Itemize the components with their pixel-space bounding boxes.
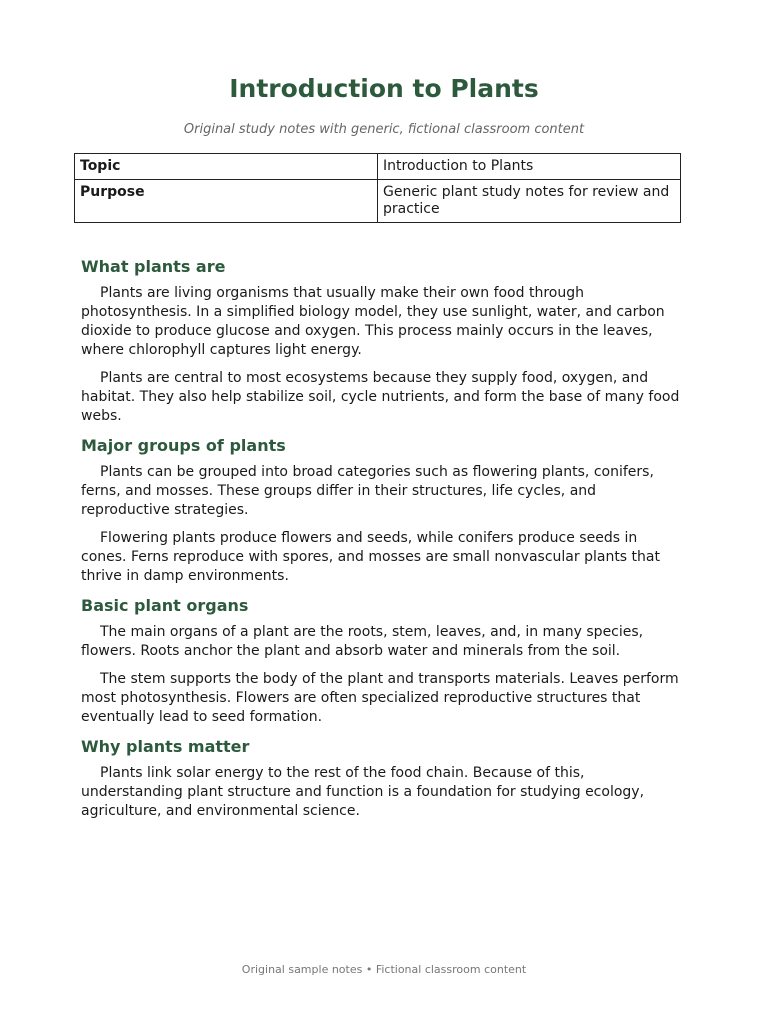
section-heading: Major groups of plants xyxy=(81,436,286,455)
meta-key-topic: Topic xyxy=(75,154,378,180)
meta-value-topic: Introduction to Plants xyxy=(378,154,681,180)
meta-key-purpose: Purpose xyxy=(75,180,378,223)
section-heading: Basic plant organs xyxy=(81,596,249,615)
table-row xyxy=(75,180,681,223)
page-title: Introduction to Plants xyxy=(229,74,539,103)
table-row xyxy=(75,154,681,180)
section-why-plants-matter xyxy=(81,736,687,821)
paragraph: Plants are living organisms that usually make their own food through photosynthesis. In a simplified biology model, they use sunlight, water, and carbon dioxide to produce glucose and oxygen. This process mainly occurs in the leaves, where chlorophyll captures light energy. xyxy=(81,285,665,358)
paragraph: Plants can be grouped into broad categories such as flowering plants, conifers, ferns, and mosses. These groups differ in their structures, life cycles, and reproductive strategies. xyxy=(81,464,654,518)
paragraph: Flowering plants produce flowers and seeds, while conifers produce seeds in cones. Ferns reproduce with spores, and mosses are small nonvascular plants that thrive in damp environments. xyxy=(81,530,660,584)
meta-value-purpose: Generic plant study notes for review and practice xyxy=(378,180,681,223)
section-major-groups xyxy=(81,435,687,586)
section-what-plants-are xyxy=(81,256,687,426)
section-basic-organs xyxy=(81,595,687,727)
meta-table xyxy=(74,153,681,223)
paragraph: The main organs of a plant are the roots, stem, leaves, and, in many species, flowers. Roots anchor the plant and absorb water and minerals from the soil. xyxy=(81,624,644,659)
paragraph: The stem supports the body of the plant and transports materials. Leaves perform most photosynthesis. Flowers are often specialized reproductive structures that eventually lead to seed formation. xyxy=(81,671,679,725)
notes-content xyxy=(81,252,687,830)
paragraph: Plants link solar energy to the rest of the food chain. Because of this, understanding plant structure and function is a foundation for studying ecology, agriculture, and environmental science. xyxy=(81,765,645,819)
page-subtitle: Original study notes with generic, fictional classroom content xyxy=(183,122,585,137)
paragraph: Plants are central to most ecosystems because they supply food, oxygen, and habitat. They also help stabilize soil, cycle nutrients, and form the base of many food webs. xyxy=(81,370,680,424)
section-heading: What plants are xyxy=(81,257,226,276)
section-heading: Why plants matter xyxy=(81,737,250,756)
page-footer: Original sample notes • Fictional classroom content xyxy=(241,963,527,976)
